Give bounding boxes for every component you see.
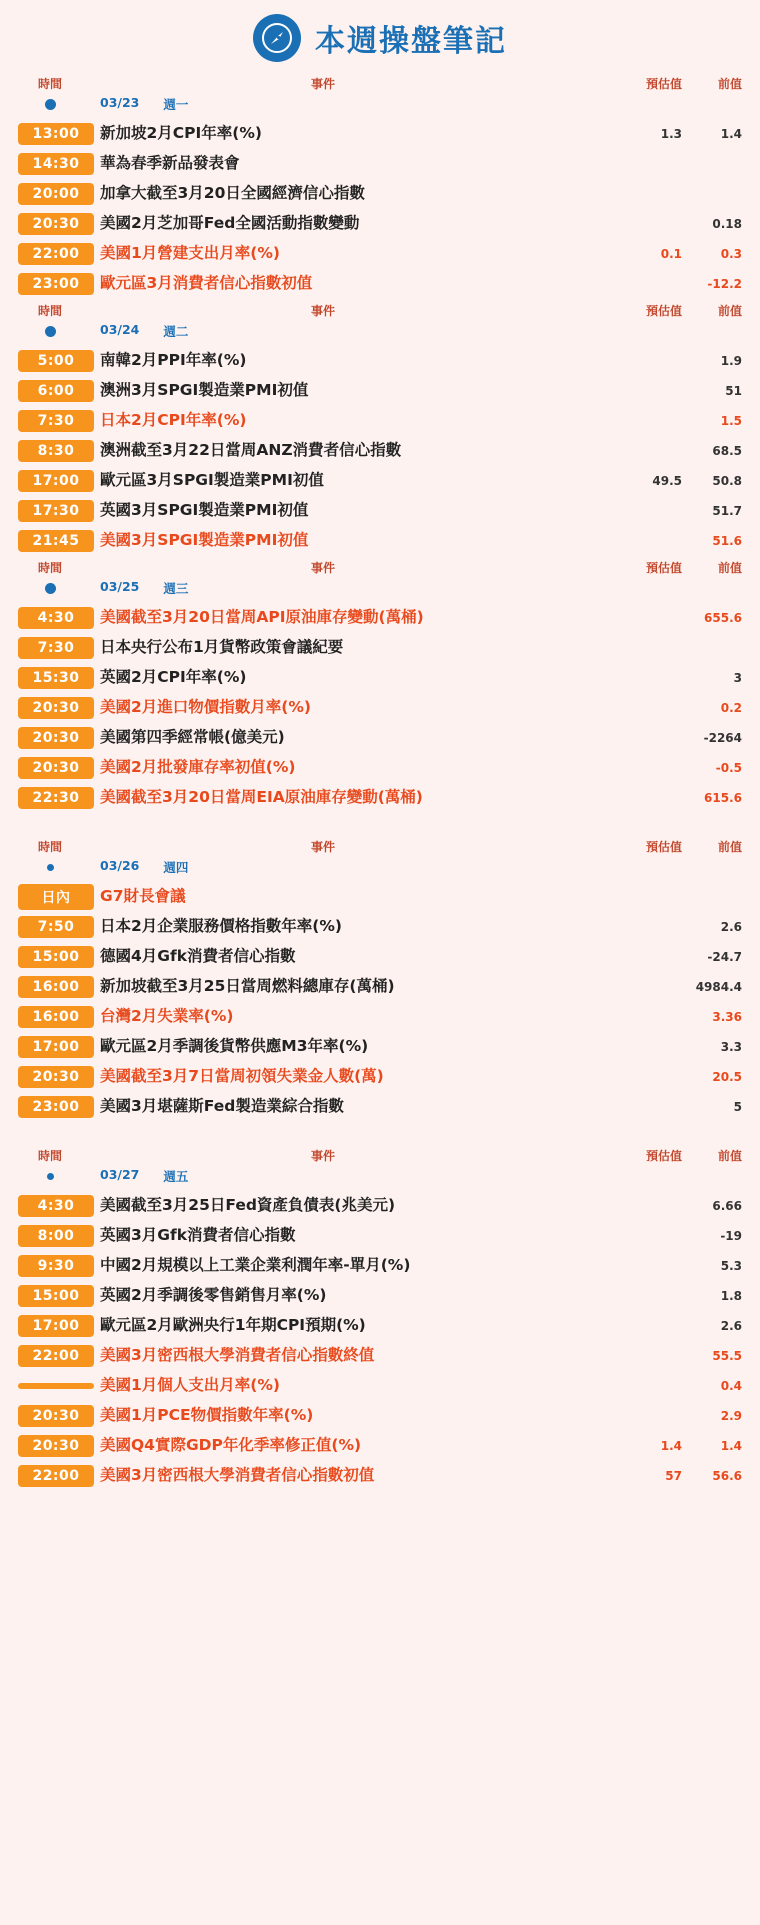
event-previous: -19 — [720, 1229, 742, 1243]
event-time-badge: 20:30 — [18, 757, 94, 779]
event-time-cell — [0, 1345, 100, 1367]
event-previous: 4984.4 — [695, 980, 742, 994]
date-label — [100, 579, 188, 597]
event-name: 美國3月密西根大學消費者信心指數初值 — [100, 1466, 375, 1485]
column-header-previous: 前值 — [717, 1149, 742, 1163]
column-header-estimate: 預估值 — [645, 304, 682, 318]
event-row[interactable] — [0, 1251, 760, 1281]
event-row[interactable] — [0, 1461, 760, 1491]
column-header-time: 時間 — [37, 77, 62, 91]
event-time-badge: 15:30 — [18, 667, 94, 689]
event-row[interactable] — [0, 406, 760, 436]
event-row[interactable] — [0, 1371, 760, 1401]
event-row[interactable] — [0, 179, 760, 209]
event-time-badge: 5:00 — [18, 350, 94, 372]
event-time-cell — [0, 916, 100, 938]
event-time-cell — [0, 410, 100, 432]
event-row[interactable] — [0, 1062, 760, 1092]
event-row[interactable] — [0, 269, 760, 299]
event-time-badge: 22:00 — [18, 1465, 94, 1487]
date-bullet-wrap — [0, 99, 100, 110]
column-header-previous: 前值 — [717, 840, 742, 854]
event-name: 美國第四季經常帳(億美元) — [100, 728, 285, 747]
event-previous: 3.36 — [712, 1010, 742, 1024]
event-time-badge: 22:30 — [18, 787, 94, 809]
event-previous: -0.5 — [715, 761, 742, 775]
column-header-time: 時間 — [37, 561, 62, 575]
date-bullet-icon — [45, 583, 56, 594]
event-row[interactable] — [0, 783, 760, 813]
event-previous: 56.6 — [712, 1469, 742, 1483]
event-time-cell — [0, 1255, 100, 1277]
event-previous: 1.4 — [720, 1439, 742, 1453]
event-row[interactable] — [0, 1092, 760, 1122]
event-name: 英國2月CPI年率(%) — [100, 668, 247, 687]
event-row[interactable] — [0, 526, 760, 556]
event-name: 歐元區2月季調後貨幣供應M3年率(%) — [100, 1037, 369, 1056]
column-header-event: 事件 — [310, 561, 335, 575]
date-row — [0, 320, 760, 346]
event-estimate: 1.4 — [660, 1439, 682, 1453]
event-previous: 655.6 — [704, 611, 742, 625]
event-previous: 51 — [725, 384, 742, 398]
event-name: 美國截至3月25日Fed資產負債表(兆美元) — [100, 1196, 396, 1215]
event-row[interactable] — [0, 1191, 760, 1221]
event-time-cell — [0, 1315, 100, 1337]
event-previous: 0.4 — [720, 1379, 742, 1393]
weekday-value: 週三 — [163, 581, 189, 596]
date-value: 03/24 — [100, 322, 140, 337]
date-bullet-icon — [47, 864, 54, 871]
event-time-badge: 15:00 — [18, 1285, 94, 1307]
date-value: 03/27 — [100, 1167, 140, 1182]
event-time-cell — [0, 1036, 100, 1058]
column-header-row — [0, 1144, 760, 1165]
event-time-badge: 13:00 — [18, 123, 94, 145]
event-row[interactable] — [0, 239, 760, 269]
event-name: 美國截至3月20日當周EIA原油庫存變動(萬桶) — [100, 788, 423, 807]
event-name: 美國3月SPGI製造業PMI初值 — [100, 531, 309, 550]
event-previous: 0.3 — [720, 247, 742, 261]
event-time-badge: 6:00 — [18, 380, 94, 402]
column-header-row — [0, 556, 760, 577]
date-bullet-wrap — [0, 583, 100, 594]
event-time-cell — [0, 440, 100, 462]
event-time-cell — [0, 243, 100, 265]
event-row[interactable] — [0, 119, 760, 149]
event-previous: 3.3 — [720, 1040, 742, 1054]
event-name: 英國3月SPGI製造業PMI初值 — [100, 501, 309, 520]
event-row[interactable] — [0, 1341, 760, 1371]
event-time-badge: 20:30 — [18, 1066, 94, 1088]
event-time-cell — [0, 1285, 100, 1307]
event-previous: 615.6 — [704, 791, 742, 805]
event-row[interactable] — [0, 1281, 760, 1311]
event-previous: 2.9 — [720, 1409, 742, 1423]
date-bullet-icon — [47, 1173, 54, 1180]
event-name: 日本央行公布1月貨幣政策會議紀要 — [100, 638, 344, 657]
event-time-cell — [0, 1383, 100, 1389]
event-time-badge: 17:00 — [18, 1315, 94, 1337]
event-row[interactable] — [0, 149, 760, 179]
date-row — [0, 93, 760, 119]
event-name: 澳洲3月SPGI製造業PMI初值 — [100, 381, 309, 400]
event-time-cell — [0, 153, 100, 175]
event-previous: 55.5 — [712, 1349, 742, 1363]
event-time-cell — [0, 884, 100, 910]
event-name: 南韓2月PPI年率(%) — [100, 351, 247, 370]
section-spacer — [0, 813, 760, 835]
event-estimate: 0.1 — [660, 247, 682, 261]
compass-logo-icon — [253, 14, 301, 62]
event-time-cell — [0, 470, 100, 492]
event-row[interactable] — [0, 663, 760, 693]
event-row[interactable] — [0, 882, 760, 912]
event-previous: 5.3 — [720, 1259, 742, 1273]
weekday-value: 週五 — [163, 1169, 189, 1184]
event-previous: 1.8 — [720, 1289, 742, 1303]
event-time-cell — [0, 757, 100, 779]
event-previous: 3 — [733, 671, 742, 685]
event-time-badge: 22:00 — [18, 1345, 94, 1367]
event-time-badge: 20:00 — [18, 183, 94, 205]
event-previous: 2.6 — [720, 920, 742, 934]
event-time-badge: 14:30 — [18, 153, 94, 175]
column-header-previous: 前值 — [717, 77, 742, 91]
event-row[interactable] — [0, 942, 760, 972]
date-row — [0, 577, 760, 603]
event-time-badge: 16:00 — [18, 1006, 94, 1028]
event-name: 新加坡2月CPI年率(%) — [100, 124, 262, 143]
event-estimate: 49.5 — [652, 474, 682, 488]
event-row[interactable] — [0, 972, 760, 1002]
weekday-value: 週一 — [163, 97, 189, 112]
date-label — [100, 858, 188, 876]
column-header-event: 事件 — [310, 840, 335, 854]
event-name: 日本2月企業服務價格指數年率(%) — [100, 917, 342, 936]
event-name: 歐元區2月歐洲央行1年期CPI預期(%) — [100, 1316, 366, 1335]
event-time-cell — [0, 1066, 100, 1088]
event-time-badge: 9:30 — [18, 1255, 94, 1277]
event-row[interactable] — [0, 1311, 760, 1341]
event-name: 歐元區3月SPGI製造業PMI初值 — [100, 471, 324, 490]
event-previous: -12.2 — [707, 277, 742, 291]
event-name: 台灣2月失業率(%) — [100, 1007, 234, 1026]
event-time-cell — [0, 213, 100, 235]
event-time-badge — [18, 1383, 94, 1389]
event-name: 德國4月Gfk消費者信心指數 — [100, 947, 296, 966]
column-header-estimate: 預估值 — [645, 77, 682, 91]
event-time-badge: 23:00 — [18, 1096, 94, 1118]
event-time-cell — [0, 697, 100, 719]
event-row[interactable] — [0, 912, 760, 942]
event-time-badge: 8:00 — [18, 1225, 94, 1247]
event-previous: 0.18 — [712, 217, 742, 231]
event-time-badge: 22:00 — [18, 243, 94, 265]
day-sections — [0, 72, 760, 1491]
event-row[interactable] — [0, 376, 760, 406]
column-header-previous: 前值 — [717, 304, 742, 318]
event-previous: 5 — [733, 1100, 742, 1114]
event-name: 美國3月密西根大學消費者信心指數終值 — [100, 1346, 375, 1365]
column-header-time: 時間 — [37, 304, 62, 318]
event-previous: 51.7 — [712, 504, 742, 518]
column-header-estimate: 預估值 — [645, 840, 682, 854]
event-row[interactable] — [0, 603, 760, 633]
event-time-cell — [0, 637, 100, 659]
event-row[interactable] — [0, 723, 760, 753]
event-previous: -2264 — [703, 731, 742, 745]
event-name: 新加坡截至3月25日當周燃料總庫存(萬桶) — [100, 977, 395, 996]
event-row[interactable] — [0, 436, 760, 466]
column-header-estimate: 預估值 — [645, 561, 682, 575]
column-header-event: 事件 — [310, 77, 335, 91]
event-name: 美國2月芝加哥Fed全國活動指數變動 — [100, 214, 360, 233]
event-name: 英國3月Gfk消費者信心指數 — [100, 1226, 296, 1245]
event-time-badge: 7:50 — [18, 916, 94, 938]
event-name: 加拿大截至3月20日全國經濟信心指數 — [100, 184, 365, 203]
event-time-cell — [0, 727, 100, 749]
event-name: 美國Q4實際GDP年化季率修正值(%) — [100, 1436, 362, 1455]
page-title: 本週操盤筆記 — [315, 24, 507, 59]
event-time-cell — [0, 607, 100, 629]
event-time-badge: 20:30 — [18, 1405, 94, 1427]
event-row[interactable] — [0, 496, 760, 526]
event-row[interactable] — [0, 466, 760, 496]
event-row[interactable] — [0, 1401, 760, 1431]
event-time-badge: 17:30 — [18, 500, 94, 522]
event-previous: -24.7 — [707, 950, 742, 964]
column-header-event: 事件 — [310, 1149, 335, 1163]
event-time-badge: 8:30 — [18, 440, 94, 462]
event-time-cell — [0, 500, 100, 522]
event-time-cell — [0, 1465, 100, 1487]
event-time-badge: 17:00 — [18, 1036, 94, 1058]
event-time-badge: 7:30 — [18, 410, 94, 432]
event-name: 美國截至3月20日當周API原油庫存變動(萬桶) — [100, 608, 424, 627]
event-row[interactable] — [0, 1032, 760, 1062]
event-name: 中國2月規模以上工業企業利潤年率-單月(%) — [100, 1256, 411, 1275]
event-time-badge: 20:30 — [18, 727, 94, 749]
event-time-badge: 16:00 — [18, 976, 94, 998]
event-previous: 1.9 — [720, 354, 742, 368]
event-time-cell — [0, 1006, 100, 1028]
event-previous: 0.2 — [720, 701, 742, 715]
event-name: 美國1月營建支出月率(%) — [100, 244, 280, 263]
event-previous: 51.6 — [712, 534, 742, 548]
column-header-row — [0, 835, 760, 856]
event-row[interactable] — [0, 633, 760, 663]
event-name: 美國2月進口物價指數月率(%) — [100, 698, 311, 717]
date-label — [100, 322, 188, 340]
date-bullet-icon — [45, 326, 56, 337]
event-time-cell — [0, 946, 100, 968]
event-name: 美國1月PCE物價指數年率(%) — [100, 1406, 314, 1425]
event-time-cell — [0, 976, 100, 998]
event-time-cell — [0, 787, 100, 809]
event-estimate: 57 — [665, 1469, 682, 1483]
date-value: 03/23 — [100, 95, 140, 110]
event-row[interactable] — [0, 1431, 760, 1461]
event-time-cell — [0, 350, 100, 372]
event-estimate: 1.3 — [660, 127, 682, 141]
event-name: 華為春季新品發表會 — [100, 154, 240, 173]
event-previous: 6.66 — [712, 1199, 742, 1213]
event-name: 歐元區3月消費者信心指數初值 — [100, 274, 313, 293]
date-value: 03/25 — [100, 579, 140, 594]
event-name: G7財長會議 — [100, 887, 186, 906]
event-time-cell — [0, 123, 100, 145]
event-row[interactable] — [0, 1002, 760, 1032]
event-time-cell — [0, 1225, 100, 1247]
column-header-estimate: 預估值 — [645, 1149, 682, 1163]
column-header-time: 時間 — [37, 840, 62, 854]
date-bullet-icon — [45, 99, 56, 110]
date-bullet-wrap — [0, 864, 100, 871]
event-time-badge: 20:30 — [18, 1435, 94, 1457]
event-name: 澳洲截至3月22日當周ANZ消費者信心指數 — [100, 441, 402, 460]
event-time-cell — [0, 380, 100, 402]
event-time-badge: 4:30 — [18, 1195, 94, 1217]
event-row[interactable] — [0, 753, 760, 783]
column-header-time: 時間 — [37, 1149, 62, 1163]
date-bullet-wrap — [0, 326, 100, 337]
event-time-cell — [0, 1195, 100, 1217]
date-value: 03/26 — [100, 858, 140, 873]
event-row[interactable] — [0, 346, 760, 376]
event-time-badge: 日內 — [18, 884, 94, 910]
date-row — [0, 1165, 760, 1191]
event-previous: 2.6 — [720, 1319, 742, 1333]
event-name: 美國2月批發庫存率初值(%) — [100, 758, 296, 777]
event-time-cell — [0, 530, 100, 552]
event-row[interactable] — [0, 693, 760, 723]
event-time-cell — [0, 1405, 100, 1427]
column-header-event: 事件 — [310, 304, 335, 318]
section-spacer — [0, 1122, 760, 1144]
event-time-badge: 7:30 — [18, 637, 94, 659]
event-row[interactable] — [0, 1221, 760, 1251]
event-time-cell — [0, 1096, 100, 1118]
weekday-value: 週四 — [163, 860, 189, 875]
event-time-badge: 4:30 — [18, 607, 94, 629]
event-previous: 20.5 — [712, 1070, 742, 1084]
event-name: 美國截至3月7日當周初領失業金人數(萬) — [100, 1067, 384, 1086]
event-name: 英國2月季調後零售銷售月率(%) — [100, 1286, 327, 1305]
event-previous: 1.5 — [720, 414, 742, 428]
date-label — [100, 95, 188, 113]
date-bullet-wrap — [0, 1173, 100, 1180]
event-previous: 1.4 — [720, 127, 742, 141]
column-header-row — [0, 299, 760, 320]
event-time-cell — [0, 273, 100, 295]
date-row — [0, 856, 760, 882]
event-row[interactable] — [0, 209, 760, 239]
event-time-badge: 20:30 — [18, 213, 94, 235]
event-time-badge: 23:00 — [18, 273, 94, 295]
event-previous: 68.5 — [712, 444, 742, 458]
weekday-value: 週二 — [163, 324, 189, 339]
event-time-badge: 15:00 — [18, 946, 94, 968]
page-header — [0, 0, 760, 72]
event-name: 美國1月個人支出月率(%) — [100, 1376, 280, 1395]
event-time-badge: 17:00 — [18, 470, 94, 492]
event-time-cell — [0, 183, 100, 205]
event-time-badge: 20:30 — [18, 697, 94, 719]
date-label — [100, 1167, 188, 1185]
event-time-badge: 21:45 — [18, 530, 94, 552]
column-header-previous: 前值 — [717, 561, 742, 575]
event-time-cell — [0, 667, 100, 689]
event-name: 美國3月堪薩斯Fed製造業綜合指數 — [100, 1097, 344, 1116]
column-header-row — [0, 72, 760, 93]
event-name: 日本2月CPI年率(%) — [100, 411, 247, 430]
event-previous: 50.8 — [712, 474, 742, 488]
event-time-cell — [0, 1435, 100, 1457]
